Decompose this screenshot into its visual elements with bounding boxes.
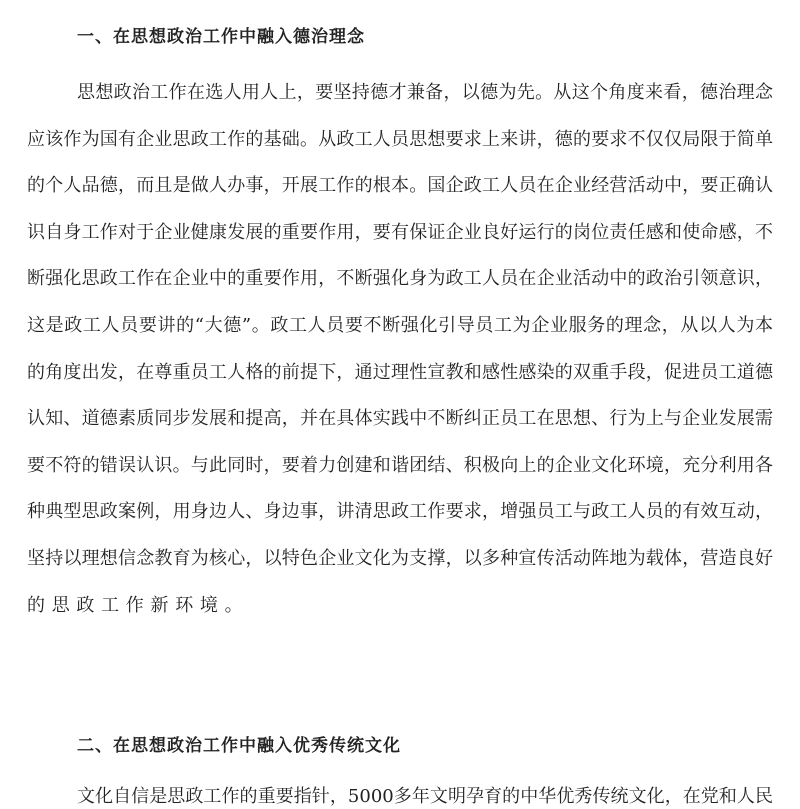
paragraph-line: 要不符的错误认识。与此同时，要着力创建和谐团结、积极向上的企业文化环境，充分利用各 xyxy=(27,454,773,476)
paragraph-line: 的思政工作新环境。 xyxy=(27,594,250,616)
section-2-heading: 二、在思想政治工作中融入优秀传统文化 xyxy=(77,736,401,756)
paragraph-line: 的角度出发，在尊重员工人格的前提下，通过理性宣教和感性感染的双重手段，促进员工道德 xyxy=(27,361,773,383)
paragraph-line: 认知、道德素质同步发展和提高，并在具体实践中不断纠正员工在思想、行为上与企业发展需 xyxy=(27,408,773,430)
paragraph-line: 应该作为国有企业思政工作的基础。从政工人员思想要求上来讲，德的要求不仅仅局限于简单 xyxy=(27,128,773,150)
paragraph-line: 思想政治工作在选人用人上，要坚持德才兼备，以德为先。从这个角度来看，德治理念 xyxy=(77,82,773,103)
paragraph-line: 识自身工作对于企业健康发展的重要作用，要有保证企业良好运行的岗位责任感和使命感，不 xyxy=(27,221,773,243)
paragraph-line: 的个人品德，而且是做人办事，开展工作的根本。国企政工人员在企业经营活动中，要正确认 xyxy=(27,175,773,197)
paragraph-line: 种典型思政案例，用身边人、身边事，讲清思政工作要求，增强员工与政工人员的有效互动， xyxy=(27,501,773,523)
paragraph-line: 文化自信是思政工作的重要指针，5000多年文明孕育的中华优秀传统文化，在党和人民 xyxy=(77,786,773,807)
paragraph-line: 这是政工人员要讲的“大德”。政工人员要不断强化引导员工为企业服务的理念，从以人为本 xyxy=(27,315,773,336)
paragraph-line: 断强化思政工作在企业中的重要作用，不断强化身为政工人员在企业活动中的政治引领意识， xyxy=(27,268,773,290)
paragraph-line: 坚持以理想信念教育为核心，以特色企业文化为支撑，以多种宣传活动阵地为载体，营造良好 xyxy=(27,548,773,569)
section-1-heading: 一、在思想政治工作中融入德治理念 xyxy=(77,27,365,47)
